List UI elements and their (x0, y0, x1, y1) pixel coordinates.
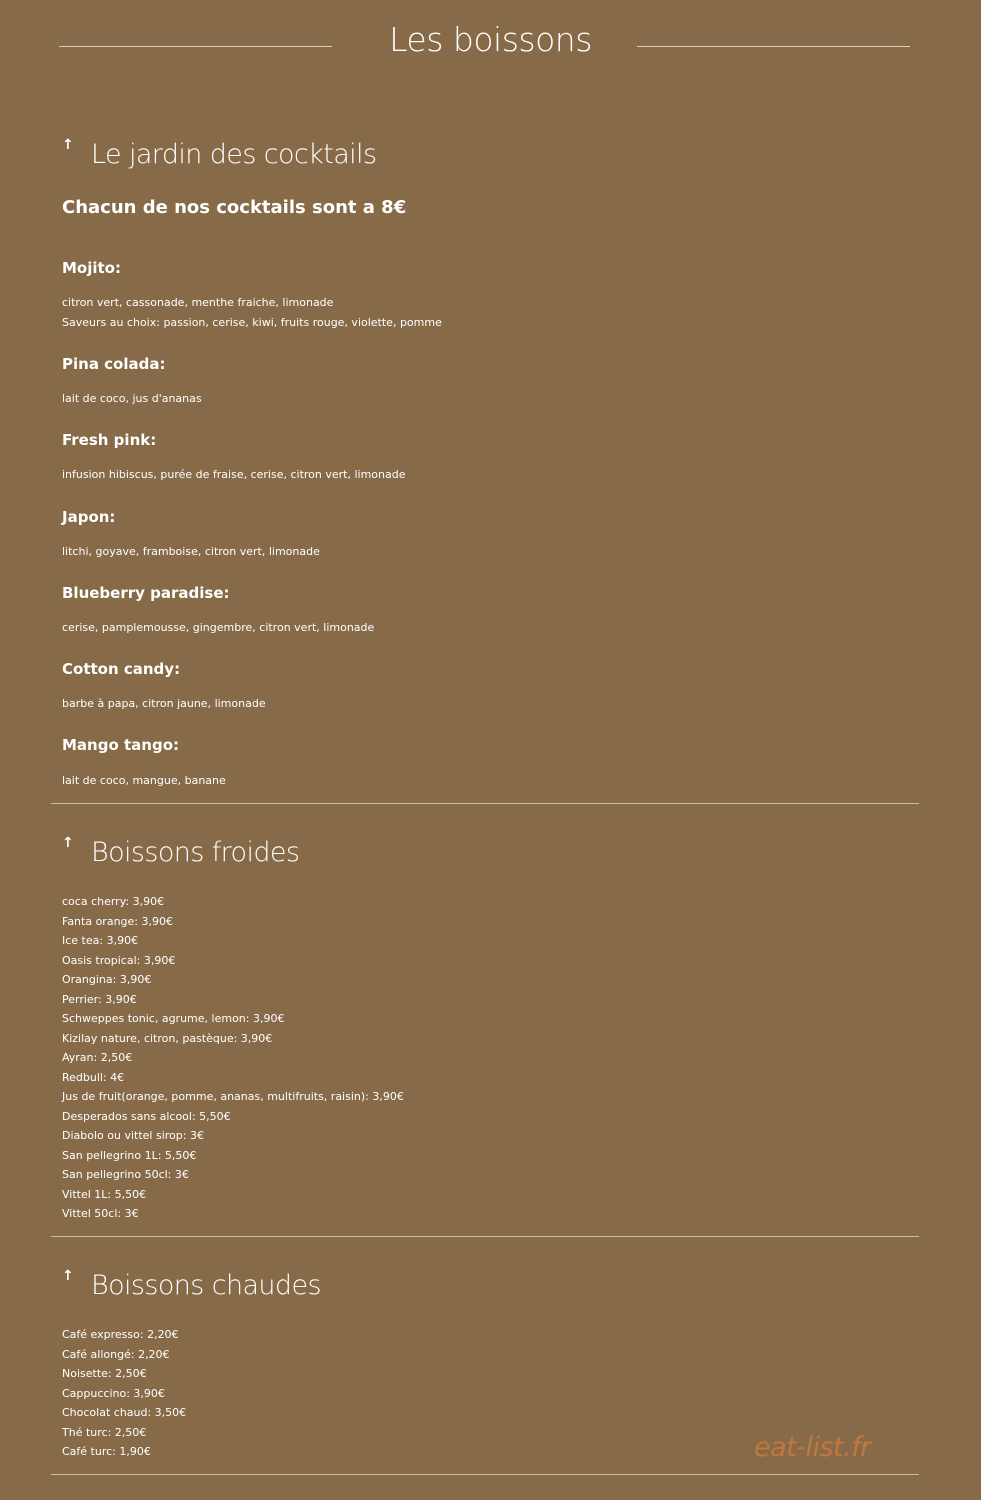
list-item: Café expresso: 2,20€ (62, 1328, 179, 1341)
list-item: Diabolo ou vittel sirop: 3€ (62, 1129, 204, 1142)
list-item: Vittel 50cl: 3€ (62, 1207, 139, 1220)
list-item: San pellegrino 50cl: 3€ (62, 1168, 189, 1181)
list-item: Café allongé: 2,20€ (62, 1347, 170, 1361)
list-item: Ayran: 2,50€ (62, 1051, 133, 1064)
list-item: Café turc: 1,90€ (62, 1445, 151, 1458)
list-item: Jus de fruit(orange, pomme, ananas, multifruits, raisin): 3,90€ (62, 1090, 404, 1103)
section-divider (51, 1474, 919, 1475)
list-item: Cappuccino: 3,90€ (62, 1386, 165, 1400)
cocktail-desc: infusion hibiscus, purée de fraise, cerise, citron vert, limonade (62, 468, 406, 481)
cocktail-name: Cotton candy: (62, 660, 181, 678)
cocktail-name: Blueberry paradise: (62, 584, 230, 602)
list-item: Fanta orange: 3,90€ (62, 914, 173, 928)
arrow-up-icon[interactable]: ↑ (62, 1268, 74, 1284)
cold-drinks-list (62, 892, 404, 1224)
cocktail-desc: litchi, goyave, framboise, citron vert, limonade (62, 545, 320, 558)
list-item: Schweppes tonic, agrume, lemon: 3,90€ (62, 1012, 285, 1025)
list-item: Redbull: 4€ (62, 1070, 125, 1084)
cocktail-name: Mojito: (62, 259, 121, 277)
section-head (51, 835, 919, 875)
list-item: Chocolat chaud: 3,50€ (62, 1406, 187, 1419)
section-title-cold: Boissons froides (91, 837, 300, 868)
cocktail-desc: lait de coco, jus d'ananas (62, 392, 202, 405)
list-item: Orangina: 3,90€ (62, 973, 152, 986)
arrow-up-icon[interactable]: ↑ (62, 835, 74, 851)
section-head (51, 1268, 919, 1308)
section-title-hot: Boissons chaudes (91, 1270, 321, 1301)
list-item: Noisette: 2,50€ (62, 1367, 147, 1380)
cocktail-desc: cerise, pamplemousse, gingembre, citron vert, limonade (62, 621, 375, 634)
watermark: eat-list.fr (754, 1432, 871, 1463)
cocktail-name: Japon: (62, 508, 116, 526)
cocktail-name: Pina colada: (62, 355, 166, 373)
section-title-cocktails: Le jardin des cocktails (91, 139, 377, 170)
cocktail-desc: citron vert, cassonade, menthe fraiche, limonade (62, 296, 334, 309)
section-cocktails (51, 137, 919, 797)
section-head (51, 137, 919, 177)
cocktail-desc: lait de coco, mangue, banane (62, 774, 226, 787)
section-cold-drinks (51, 835, 919, 1225)
cocktails-price-note: Chacun de nos cocktails sont a 8€ (62, 197, 407, 218)
list-item: Vittel 1L: 5,50€ (62, 1187, 147, 1201)
list-item: Perrier: 3,90€ (62, 992, 137, 1006)
list-item: Oasis tropical: 3,90€ (62, 953, 176, 967)
cocktail-name: Fresh pink: (62, 431, 157, 449)
list-item: coca cherry: 3,90€ (62, 895, 165, 908)
list-item: San pellegrino 1L: 5,50€ (62, 1148, 197, 1162)
page-title: Les boissons (389, 20, 592, 59)
list-item: Thé turc: 2,50€ (62, 1425, 147, 1439)
section-divider (51, 803, 919, 804)
hot-drinks-list (62, 1325, 186, 1462)
arrow-up-icon[interactable]: ↑ (62, 137, 74, 153)
list-item: Desperados sans alcool: 5,50€ (62, 1109, 231, 1123)
section-divider (51, 1236, 919, 1237)
list-item: Ice tea: 3,90€ (62, 934, 139, 947)
page-header (0, 0, 981, 90)
header-divider-right (637, 46, 910, 47)
cocktail-desc: barbe à papa, citron jaune, limonade (62, 697, 266, 710)
list-item: Kizilay nature, citron, pastèque: 3,90€ (62, 1031, 273, 1045)
cocktail-name: Mango tango: (62, 736, 180, 754)
cocktail-desc: Saveurs au choix: passion, cerise, kiwi, fruits rouge, violette, pomme (62, 316, 442, 329)
